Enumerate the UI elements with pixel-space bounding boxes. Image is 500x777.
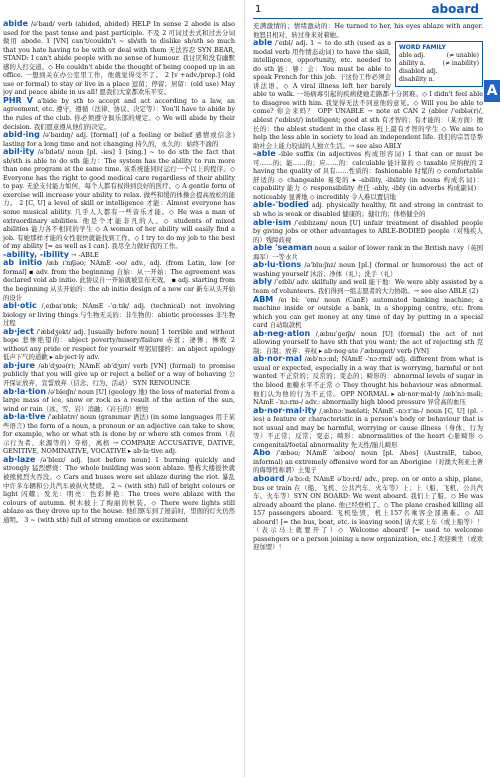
- entry-body: /əˈbɔːd; NAmE əˈbɔːrd/ adv., prep. on or onto a ship, plane, bus or train 在（船、飞机、公共汽车、火车等）上；上（船、飞机、公共汽车、火车等）SYN ON BOARD: We went aboard. 我们上了船。◇ He was already aboard the plane. 他已经登机了。◇ The plane crashed killing all 157 passengers aboard. 飞机坠毁，机上157名乘客全部遇难。◇ All aboard! [= the bus, boat, etc. is leaving soon] 请大家上车（或上船等）！（表示马上就要开了）◇ Welcome aboard! [= used to welcome passengers or a person joining a new organization, etc.] 欢迎乘坐（或欢迎加盟）！: [253, 474, 483, 552]
- headword: aboard: [253, 473, 285, 483]
- word-family-row: [399, 52, 479, 60]
- headword: able: [253, 38, 273, 48]
- entry: [253, 355, 483, 406]
- entry: [3, 413, 235, 456]
- word-family-word: able adj.: [399, 52, 425, 60]
- entry-body: /ˌeɪbaɪˈɒtɪk; NAmE -ˈɑːtɪk/ adj. (technical) not involving biology or living things 与生物无关的：非生物的：abiotic processes 非生物过程: [3, 302, 235, 328]
- headword: abil·ity: [3, 147, 35, 157]
- headword: able 'seaman: [253, 243, 313, 253]
- entry: [253, 244, 483, 261]
- right-column: [253, 22, 483, 772]
- guide-word: aboard: [431, 2, 479, 16]
- headword: ab initio: [3, 258, 43, 268]
- entry-body: → -ABLE: [71, 250, 99, 259]
- headword: ab·laze: [3, 454, 36, 464]
- word-family-note: (≠ inability): [442, 60, 479, 68]
- word-family-row: [399, 60, 479, 68]
- entry-body: /ˈeɪblɪzəm/ noun [U] unfair treatment of disabled people by giving jobs or other advantages to ABLE-BODIED people（对残疾人的）残障歧视: [253, 218, 483, 244]
- headword: ab·neg·ation: [253, 328, 311, 338]
- entry: [3, 388, 235, 414]
- headword: PHR V: [3, 95, 33, 105]
- word-family-word: disability n.: [399, 76, 435, 84]
- entry-body: /eɪ biː ˈem/ noun (CanE) automated banking machine; a machine inside or outside a bank, in a shopping centre, etc. from which you can get money at any time of day by putting in a special card 自动取款机: [253, 295, 483, 330]
- entry: [253, 261, 483, 278]
- headword: ab·ject: [3, 326, 34, 336]
- entry: [3, 20, 235, 97]
- entry: [3, 328, 235, 362]
- entry: [253, 330, 483, 356]
- entry-body: adj. physically healthy, fit and strong in contrast to sb who is weak or disabled 健康的；健壮的；体格健全的: [253, 201, 483, 219]
- headword: ABM: [253, 294, 274, 304]
- headword: able-'bodied: [253, 200, 309, 210]
- left-column: [3, 20, 235, 770]
- entry: [253, 278, 483, 295]
- entry: [3, 97, 235, 131]
- entry: [3, 131, 235, 148]
- headword: ab·nor·mal: [253, 354, 302, 364]
- headword: ab·la·tive: [3, 412, 46, 422]
- headword: ab·jure: [3, 360, 35, 370]
- entry-body: /ˈæbdʒekt/ adj. [usually before noun] 1 terrible and without hope 悲惨绝望的：abject poverty/misery/failure 赤贫；凄惨；惨败 2 without any pride or respect for yourself 卑躬屈膝的：an abject apology 低声下气的道歉 ▸ ab·ject·ly adv.: [3, 327, 235, 362]
- entry-body: /æb ɪˈnɪʃiəʊ; NAmE -oʊ/ adv., adj. (from Latin, law [or formal] ▪ adv. from the beginning 自始：从一开始：The agreement was declared void ab initio. 此协议自一开始就被宣布无效。 ▪ adj. starting from the beginning 从头开始的：the ab initio design of a new car 新车从头开始的设计: [3, 259, 235, 302]
- word-family-row: [399, 76, 479, 84]
- word-family-box: [395, 41, 483, 87]
- word-family-word: ability n.: [399, 60, 426, 68]
- entry-body: /əˈbleɪz/ adj. [not before noun] 1 burning quickly and strongly 猛烈燃烧：The whole building was soon ablaze. 整栋大楼很快就被熊熊烈火吞没。◇ Cars and buses were set ablaze during the riot. 暴乱中许多车辆和公共汽车被纵火焚烧。 2 ~ (with sth) full of bright colours or light 闪耀；发光：明亮：色彩鲜艳：The trees were ablaze with the colours of autumn. 树木披上了绚丽的秋装。◇ There were lights still ablaze as they drove up to the house. 他们驱车到了屋前时，里面的灯火仍然通明。 3 ~ (with sth) full of strong emotion or excitement: [3, 455, 235, 524]
- entry: [3, 456, 235, 524]
- word-family-word: disabled adj.: [399, 68, 438, 76]
- headword: abi·otic: [3, 301, 37, 311]
- entry-body: /ˈeɪbl/ adj. 1 ~ to do sth (used as a modal verb 用作情态动词) to have the skill, intelligence, opportunity, etc. needed to do sth 能：够：会：You must be able to speak French for this job. 干这份工作必须会讲法语。◇ A viral illness left her barely able to walk. 一场病毒引起的疾病使她走路都十分困难。◇ I didn't feel able to disagree with him. 我觉得无法不同意他的意见。◇ Will you be able to come? 你会来吗？ OPP UNABLE → note at CAN 2 (abler /ˈeɪblə(r)/, ablest /ˈeɪblɪst/) intelligent; good at sth 有才智的；有才能的：（某方面）擅长的：the ablest student in the class 班上最有才智的学生 ◇ We aim to help the less able in society to lead an independent life. 我们的宗旨是帮助社会上能力较弱的人独立生活。→ see also ABLY: [253, 39, 483, 150]
- page-number: 1: [255, 4, 262, 15]
- headword: ab·nor·mal·ity: [253, 405, 317, 415]
- entry: [3, 148, 235, 251]
- headword: ab·la·tion: [3, 386, 47, 396]
- entry-body: a'bide by sth to accept and act according to a law, an agreement, etc. 遵守，遵循（法律、协议、决定等）：You'll have to abide by the rules of the club. 你必须遵守俱乐部的规定。◇ We will abide by their decision. 我们愿意遵从他们的决定。: [3, 96, 235, 131]
- entry-body: 充满激情的；情绪激动的：He turned to her, his eyes ablaze with anger. 他怒目相对，转过身来对着她。: [253, 22, 483, 39]
- headword: Abo: [253, 448, 271, 458]
- entry-body: /əˈbaɪdɪŋ/ adj. [formal] (of a feeling or belief 感情或信念) lasting for a long time and not changing 持久的，永久的：始终不渝的: [3, 131, 235, 148]
- entry: [3, 362, 235, 388]
- headword: ab·lu·tions: [253, 260, 302, 270]
- entry: [253, 150, 483, 201]
- entry-body: /ˌæbnɪˈɡeɪʃn/ noun [U] (formal) the act of not allowing yourself to have sth that you want; the act of rejecting sth 克制；自制；放弃：弃权 ▸ ab·neg·ate /ˈæbnɪɡeɪt/ verb [VN]: [253, 329, 483, 355]
- headword: -able: [253, 149, 276, 159]
- entry-body: /æbˈnɔːml; NAmE -ˈnɔːrml/ adj. different from what is usual or expected, especially in a way that is worrying, harmful or not wanted 不正常的；反常的；变态的；畸形的：abnormal levels of sugar in the blood 血糖水平不正常 ◇ They thought his behaviour was abnormal. 他们认为他的行为不正常。OPP NORMAL ▸ ab·nor·mal·ly /æbˈnɔːməli; NAmE -ˈnɔːrm-/ adv.: abnormally high blood pressure 异常高的血压: [253, 355, 483, 407]
- entry-body: -ible suffix (in adjectives 构成形容词) 1 that can or must be 可……的；能……的；应……的：calculable 能计算的 ◇ taxable 应纳税的 2 having the quality of 具有……性质的：fashionable 时髦的 ◇ comfortable 舒适的 ◇ changeable 易变的 ▸ -ability, -ibility (in nouns 构成名词)：capability 能力 ◇ responsibility 责任 -ably, -ibly (in adverbs 构成副词)：noticeably 显著地 ◇ incredibly 令人难以置信地: [253, 150, 483, 201]
- word-family-row: [399, 68, 479, 76]
- entry-body: /əˈbleɪʃn/ noun [U] (geology 地) the loss of material from a large mass of ice, snow or rock as a result of the action of the sun, wind or rain（冰、雪、岩）消融；（岩石的）磨蚀: [3, 387, 235, 413]
- entry-body: /əbˈdʒʊə(r); NAmE əbˈdʒʊr/ verb [VN] (formal) to promise publicly that you will give up or reject a belief or a way of behaving 公开保证放弃，宣誓放弃（信念、行为、活动） SYN RENOUNCE: [3, 361, 235, 387]
- entry: [3, 302, 235, 328]
- running-header: [253, 2, 483, 19]
- headword: abide: [3, 20, 29, 28]
- headword: able·ism: [253, 217, 292, 227]
- headword: abid·ing: [3, 130, 40, 140]
- entry: [253, 475, 483, 552]
- column-gutter: [244, 0, 245, 777]
- entry: [3, 259, 235, 302]
- entry: [253, 296, 483, 330]
- entry: [253, 219, 483, 245]
- word-family-title: WORD FAMILY: [399, 44, 446, 52]
- entry: [253, 407, 483, 450]
- headword: ably: [253, 277, 273, 287]
- entry: [253, 449, 483, 475]
- entry-body: /ˈeɪbli/ adv. skilfully and well 能干地：We were ably assisted by a team of volunteers. 我们得到一组志愿者的大力协助。→ see also ABLE (2): [253, 278, 483, 295]
- entry: [253, 22, 483, 39]
- entry-body: /əˈbaɪd/ verb (abided, abided) HELP In sense 2 abode is also used for the past tense and past participle. 不及 2 可词过去式和过去分词做用 abode. 1 [VN] can't/couldn't ~ sb/sth to dislike sb/sth so much that you hate having to be with or deal with them 无法容忍 SYN BEAR, STAND: I can't abide people with no sense of humour. 我讨厌和没有幽默感的人打交道。◇ He couldn't abide the thought of being cooped up in an office. 一想到关在办公室里工作，他就觉得受不了。 2 [v +adv./prep.] (old use or formal) to stay or live in a place 逗留；停留；居留：(old use) May joy and peace abide in us all! 愿我们大家都欢乐平安。: [3, 20, 235, 97]
- entry-body: /əˈbɪləti/ noun [pl. -ies] 1 [sing.] ~ to do sth the fact that sb/sth is able to do sth 能力：The system has the ability to run more than one program at the same time. 该系统能同时运行一个以上的程序。◇ Everyone has the right to good medical care regardless of their ability to pay. 无论支付能力如何，每个人都有权得到良好的医疗。◇ A gentle form of exercise will increase your ability to relax. 做些和缓的体操会提高放松的能力。 2 [C, U] a level of skill or intelligence 才能：Almost everyone has some musical ability. 几乎人人都有一些音乐才能。◇ He was a man of extraordinary abilities. 他是个才能非凡的人。◇ students of mixed abilities 能力各不相同的学生 ◇ A woman of her ability will easily find a job. 有她那样才能的女性很快就能找到工作。◇ I try to do my job to the best of my ability [= as well as I can]. 我尽全力做好我的工作。: [3, 148, 235, 251]
- entry-body: /ˈæblətɪv/ noun (grammar 语法) (in some languages 用于某些语言) the form of a noun, a pronoun or an adjective can take to show, for example, who or what sth is done by or where sth comes from（表示行为者、来源等的）夺格，离格 → COMPARE ACCUSATIVE, DATIVE, GENITIVE, NOMINATIVE, VOCATIVE ▸ ab·la·tive adj.: [3, 413, 235, 456]
- thumb-index-tab: A: [484, 80, 500, 102]
- entry-body: noun a sailor of lower rank in the British navy（英国海军）一等水兵: [253, 244, 483, 261]
- entry-body: /ˌæbnɔːˈmæləti; NAmE -nɔːrˈm-/ noun [C, U] (pl. -ies) a feature or characteristic in a person's body or behaviour that is not usual and may be harmful, worrying or cause illness（身体、行为等）不正常；反常；变态；畸形：abnormalities of the heart 心脏畸形 ◇ congenital/foetal abnormality 先天性/胎儿畸形: [253, 406, 483, 449]
- entry-body: /ˈæbəʊ; NAmE ˈæboʊ/ noun [pl. Abos] (AustralE, taboo, informal) an extremely offensive word for an Aborigine（对澳大利亚土著的侮辱性称谓）土鬼子: [253, 449, 483, 475]
- word-family-note: (≠ unable): [446, 52, 479, 60]
- entry: [253, 201, 483, 218]
- headword: -ability, -ibility: [3, 249, 69, 259]
- entry-body: /əˈbluːʃnz/ noun [pl.] (formal or humorous) the act of washing yourself 沐浴；净体（礼）；洗手（礼）: [253, 261, 483, 278]
